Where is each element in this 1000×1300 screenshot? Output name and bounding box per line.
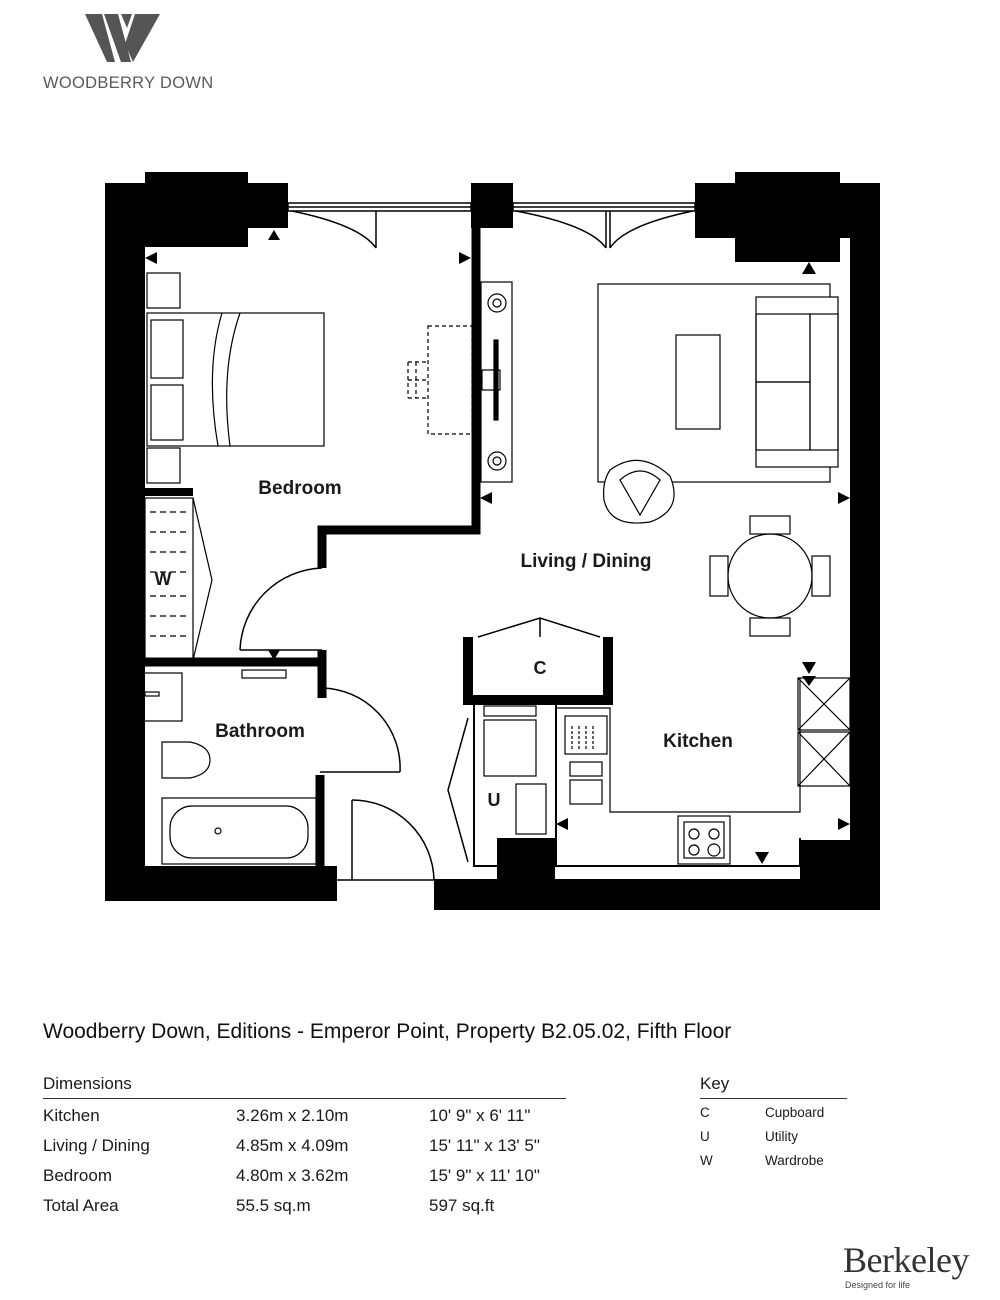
key-table (700, 1074, 847, 1171)
room-label-bedroom: Bedroom (258, 478, 342, 499)
logo-text: WOODBERRY DOWN (43, 74, 214, 92)
table-row (43, 1189, 566, 1219)
property-title: Woodberry Down, Editions - Emperor Point, Property B2.05.02, Fifth Floor (43, 1020, 732, 1043)
dim-metric: 4.80m x 3.62m (236, 1166, 349, 1185)
dim-room: Kitchen (43, 1106, 100, 1125)
marker-utility: U (487, 790, 501, 810)
list-item (700, 1123, 847, 1147)
table-row (43, 1159, 566, 1189)
key-code: W (700, 1153, 713, 1168)
dimensions-table (43, 1074, 566, 1219)
dim-imperial: 15' 9" x 11' 10" (429, 1166, 540, 1185)
room-label-bathroom: Bathroom (215, 721, 305, 742)
dim-imperial: 597 sq.ft (429, 1196, 495, 1215)
kitchen-fixtures (556, 678, 850, 864)
living-furniture (598, 284, 838, 636)
list-item (700, 1099, 847, 1123)
tv-unit (481, 282, 512, 482)
list-item (700, 1147, 847, 1171)
dim-room: Total Area (43, 1196, 119, 1215)
table-row (43, 1129, 566, 1159)
brand-name: Berkeley (843, 1240, 969, 1280)
key-code: U (700, 1129, 710, 1144)
key-meaning: Utility (765, 1129, 798, 1144)
brand-tagline: Designed for life (845, 1280, 911, 1290)
key-heading: Key (700, 1074, 847, 1099)
dim-imperial: 15' 11" x 13' 5" (429, 1136, 540, 1155)
utility-fixtures (484, 706, 546, 834)
bedroom-furniture (145, 273, 472, 660)
measurement-arrows (145, 230, 850, 864)
key-meaning: Cupboard (765, 1105, 825, 1120)
room-label-living-dining: Living / Dining (520, 551, 652, 572)
dim-room: Living / Dining (43, 1136, 150, 1155)
dimensions-heading: Dimensions (43, 1074, 566, 1099)
dim-room: Bedroom (43, 1166, 112, 1185)
table-row (43, 1099, 566, 1129)
key-meaning: Wardrobe (765, 1153, 824, 1168)
dim-imperial: 10' 9" x 6' 11" (429, 1106, 531, 1125)
dim-metric: 4.85m x 4.09m (236, 1136, 349, 1155)
marker-wardrobe: W (154, 569, 172, 589)
interior-walls (135, 228, 800, 866)
bathroom-fixtures (137, 670, 316, 864)
dim-metric: 3.26m x 2.10m (236, 1106, 349, 1125)
room-label-kitchen: Kitchen (663, 731, 733, 752)
marker-cupboard: C (533, 658, 547, 678)
dim-metric: 55.5 sq.m (236, 1196, 311, 1215)
key-code: C (700, 1105, 710, 1120)
berkeley-logo (843, 1242, 969, 1290)
